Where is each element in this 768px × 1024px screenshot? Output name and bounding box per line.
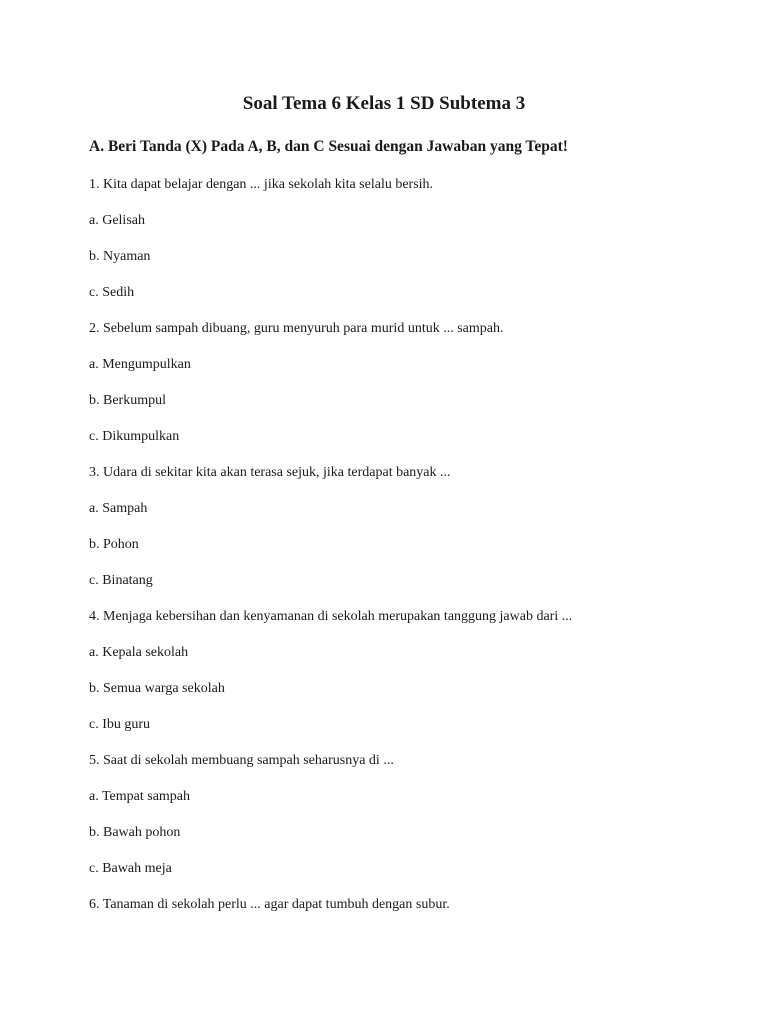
question-5-option-a: a. Tempat sampah	[89, 789, 191, 804]
question-3-option-b: b. Pohon	[89, 537, 139, 552]
question-4-option-b: b. Semua warga sekolah	[89, 681, 225, 696]
question-5: 5. Saat di sekolah membuang sampah seharusnya di ...	[89, 753, 394, 768]
question-4: 4. Menjaga kebersihan dan kenyamanan di sekolah merupakan tanggung jawab dari ...	[89, 609, 573, 624]
section-heading: A. Beri Tanda (X) Pada A, B, dan C Sesuai dengan Jawaban yang Tepat!	[89, 138, 568, 155]
question-4-option-c: c. Ibu guru	[89, 717, 151, 732]
question-2: 2. Sebelum sampah dibuang, guru menyuruh para murid untuk ... sampah.	[89, 321, 504, 336]
question-6: 6. Tanaman di sekolah perlu ... agar dapat tumbuh dengan subur.	[89, 897, 450, 912]
question-5-option-b: b. Bawah pohon	[89, 825, 181, 840]
page-title: Soal Tema 6 Kelas 1 SD Subtema 3	[242, 93, 526, 114]
question-2-option-b: b. Berkumpul	[89, 393, 166, 408]
question-2-option-a: a. Mengumpulkan	[89, 357, 191, 372]
question-1: 1. Kita dapat belajar dengan ... jika sekolah kita selalu bersih.	[89, 177, 434, 192]
question-3: 3. Udara di sekitar kita akan terasa sejuk, jika terdapat banyak ...	[89, 465, 451, 480]
question-4-option-a: a. Kepala sekolah	[89, 645, 189, 660]
question-3-option-a: a. Sampah	[89, 501, 148, 516]
question-3-option-c: c. Binatang	[89, 573, 153, 588]
question-2-option-c: c. Dikumpulkan	[89, 429, 180, 444]
question-5-option-c: c. Bawah meja	[89, 861, 172, 876]
question-1-option-b: b. Nyaman	[89, 249, 151, 264]
question-1-option-c: c. Sedih	[89, 285, 135, 300]
question-1-option-a: a. Gelisah	[89, 213, 145, 228]
